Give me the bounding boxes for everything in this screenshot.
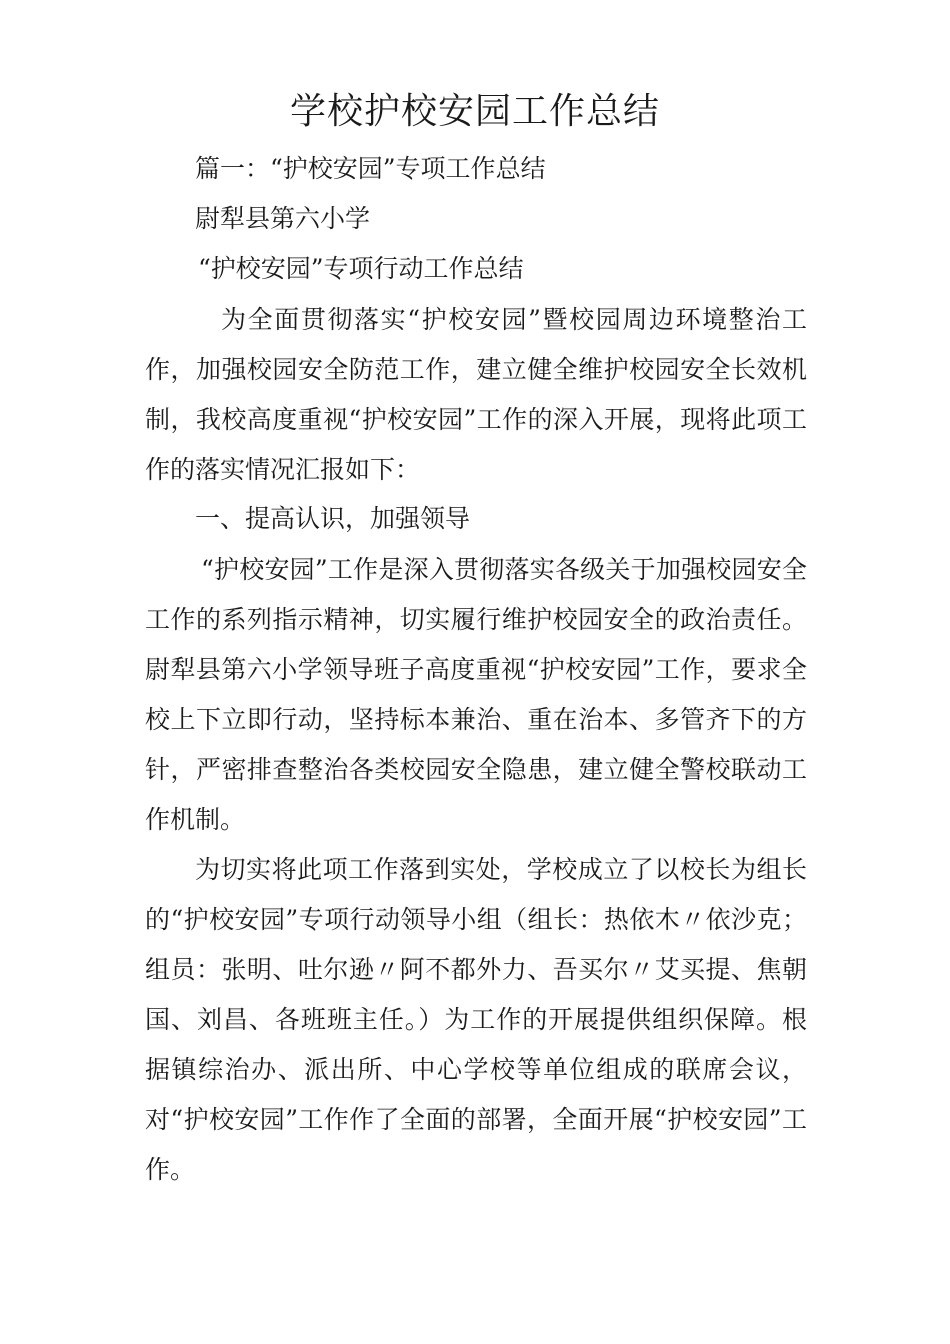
document-title: 学校护校安园工作总结 [289,91,660,132]
paragraph-awareness: “护校安园”工作是深入贯彻落实各级关于加强校园安全工作的系列指示精神，切实履行维护校园安全的政治责任。尉犁县第六小学领导班子高度重视“护校安园”工作，要求全校上下立即行动，坚持标本兼治、重在治本、多管齐下的方针，严密排查整治各类校园安全隐患，建立健全警校联动工作机制。 [145,555,807,834]
section-heading: 一、提高认识，加强领导 [195,504,471,533]
school-name: 尉犁县第六小学 [195,204,371,233]
paragraph-leadership-group: 为切实将此项工作落到实处，学校成立了以校长为组长的“护校安园”专项行动领导小组（组长：热依木〃依沙克；组员：张明、吐尔逊〃阿不都外力、吾买尔〃艾买提、焦朝国、刘昌、各班班主任。）为工作的开展提供组织保障。根据镇综治办、派出所、中心学校等单位组成的联席会议，对“护校安园”工作作了全面的部署，全面开展“护校安园”工作。 [145,855,807,1184]
paragraph-intro: 为全面贯彻落实“护校安园”暨校园周边环境整治工作，加强校园安全防范工作，建立健全维护校园安全长效机制，我校高度重视“护校安园”工作的深入开展，现将此项工作的落实情况汇报如下： [145,305,807,484]
subtitle: 篇一：“护校安园”专项工作总结 [195,154,546,183]
report-title: “护校安园”专项行动工作总结 [198,254,524,283]
